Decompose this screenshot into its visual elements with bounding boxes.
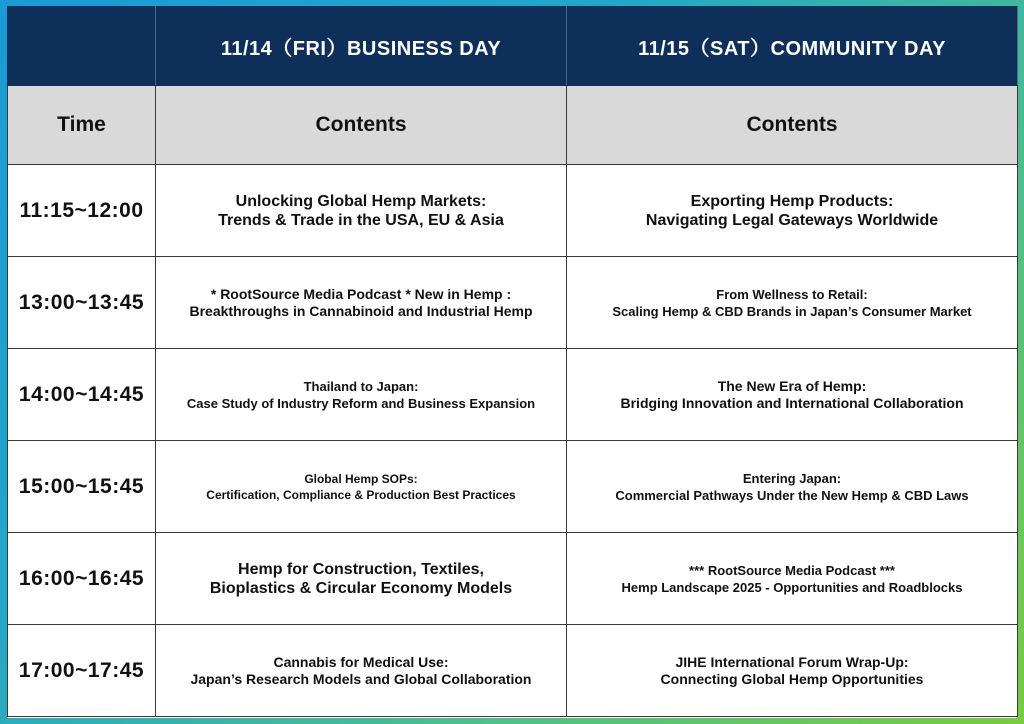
- session-saturday: [567, 533, 1018, 625]
- subheader-row: [8, 86, 1018, 165]
- session-subtitle: Connecting Global Hemp Opportunities: [660, 670, 924, 687]
- session-friday: [156, 533, 567, 625]
- session-friday: [156, 349, 567, 441]
- session-title: The New Era of Hemp:: [717, 377, 867, 394]
- subheader-contents-saturday: Contents: [567, 86, 1018, 165]
- subheader-contents-friday: Contents: [156, 86, 567, 165]
- session-title: From Wellness to Retail:: [716, 286, 868, 302]
- session-title: Thailand to Japan:: [303, 378, 419, 394]
- header-blank-cell: [8, 7, 156, 86]
- session-subtitle: Breakthroughs in Cannabinoid and Industrial Hemp: [189, 302, 533, 319]
- schedule-row: [8, 349, 1018, 441]
- session-title: Global Hemp SOPs:: [304, 471, 418, 486]
- session-subtitle: Trends & Trade in the USA, EU & Asia: [218, 211, 504, 229]
- session-title: * RootSource Media Podcast * New in Hemp :: [210, 285, 512, 302]
- session-title: Unlocking Global Hemp Markets:: [235, 192, 487, 210]
- schedule-row: [8, 441, 1018, 533]
- schedule-table: [7, 6, 1018, 717]
- header-row: [8, 7, 1018, 86]
- session-friday: [156, 441, 567, 533]
- header-saturday: 11/15（SAT）COMMUNITY DAY: [567, 7, 1018, 86]
- session-saturday: [567, 257, 1018, 349]
- session-title: Cannabis for Medical Use:: [273, 653, 449, 670]
- session-friday: [156, 165, 567, 257]
- session-title: JIHE International Forum Wrap-Up:: [675, 653, 909, 670]
- schedule-row: [8, 625, 1018, 717]
- time-slot: 15:00~15:45: [8, 441, 156, 533]
- schedule-row: [8, 165, 1018, 257]
- schedule-row: [8, 257, 1018, 349]
- subheader-time: Time: [8, 86, 156, 165]
- session-title: Hemp for Construction, Textiles,: [238, 560, 484, 578]
- session-title: *** RootSource Media Podcast ***: [689, 562, 895, 578]
- session-subtitle: Japan’s Research Models and Global Collaboration: [190, 670, 532, 687]
- time-slot: 13:00~13:45: [8, 257, 156, 349]
- session-saturday: [567, 625, 1018, 717]
- session-subtitle: Commercial Pathways Under the New Hemp & CBD Laws: [615, 487, 969, 503]
- session-subtitle: Case Study of Industry Reform and Business Expansion: [186, 395, 536, 411]
- time-slot: 17:00~17:45: [8, 625, 156, 717]
- session-subtitle: Scaling Hemp & CBD Brands in Japan’s Consumer Market: [612, 303, 972, 319]
- session-friday: [156, 257, 567, 349]
- session-title: Entering Japan:: [742, 470, 842, 486]
- schedule-sheet: [7, 6, 1017, 718]
- session-subtitle: Navigating Legal Gateways Worldwide: [645, 211, 939, 229]
- schedule-row: [8, 533, 1018, 625]
- session-saturday: [567, 349, 1018, 441]
- session-friday: [156, 625, 567, 717]
- time-slot: 14:00~14:45: [8, 349, 156, 441]
- time-slot: 16:00~16:45: [8, 533, 156, 625]
- header-friday: 11/14（FRI）BUSINESS DAY: [156, 7, 567, 86]
- session-saturday: [567, 441, 1018, 533]
- session-title: Exporting Hemp Products:: [690, 192, 894, 210]
- session-subtitle: Bridging Innovation and International Collaboration: [620, 394, 964, 411]
- session-subtitle: Bioplastics & Circular Economy Models: [209, 579, 513, 597]
- session-subtitle: Certification, Compliance & Production Best Practices: [206, 487, 516, 502]
- time-slot: 11:15~12:00: [8, 165, 156, 257]
- session-saturday: [567, 165, 1018, 257]
- session-subtitle: Hemp Landscape 2025 - Opportunities and Roadblocks: [621, 579, 963, 595]
